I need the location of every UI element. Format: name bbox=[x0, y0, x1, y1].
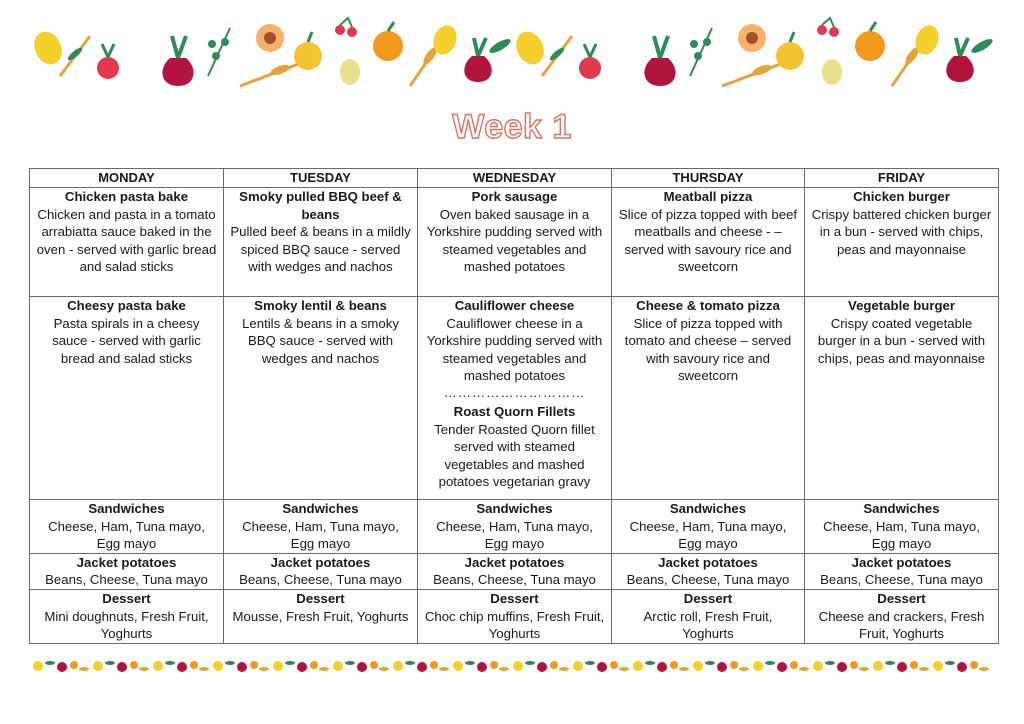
section-title: Dessert bbox=[102, 590, 151, 606]
pear-icon bbox=[340, 59, 360, 85]
dish-description: Crispy battered chicken burger in a bun - served with chips, peas and mayonnaise bbox=[811, 206, 992, 257]
dish-name: Chicken burger bbox=[853, 189, 950, 204]
dish-name: Meatball pizza bbox=[663, 189, 753, 204]
fruit-vegetable-motif bbox=[30, 18, 512, 86]
section-title: Jacket potatoes bbox=[76, 554, 177, 570]
dessert-options: Mousse, Fresh Fruit, Yoghurts bbox=[232, 608, 409, 624]
dish-name: Smoky pulled BBQ beef & beans bbox=[239, 189, 402, 222]
jacket-potato-fillings: Beans, Cheese, Tuna mayo bbox=[626, 572, 790, 588]
jacket-potato-fillings: Beans, Cheese, Tuna mayo bbox=[433, 572, 596, 588]
dish-description: Slice of pizza topped with beef meatballs and cheese - – served with savoury rice and sweetcorn bbox=[618, 206, 798, 275]
jacket-potatoes-row bbox=[30, 553, 999, 589]
mini-wheat-icon bbox=[79, 667, 89, 671]
beetroot-icon bbox=[464, 38, 491, 82]
section-title: Sandwiches bbox=[669, 501, 747, 516]
main-meal-row-1 bbox=[30, 188, 999, 297]
leaf-sprig-icon bbox=[60, 36, 90, 76]
fruit-vegetable-top-border bbox=[30, 16, 994, 94]
dessert-options: Cheese and crackers, Fresh Fruit, Yoghurts bbox=[818, 608, 985, 642]
meal-cell bbox=[418, 188, 612, 297]
section-title: Jacket potatoes bbox=[658, 554, 758, 570]
radish-icon bbox=[97, 44, 119, 79]
dish-description: Pasta spirals in a cheesy sauce - served with garlic bread and salad sticks bbox=[52, 315, 201, 366]
dish-name-alternative: Roast Quorn Fillets bbox=[453, 403, 576, 419]
dish-description: Slice of pizza topped with tomato and cheese – served with savoury rice and sweetcorn bbox=[624, 315, 792, 384]
jacket-potato-fillings: Beans, Cheese, Tuna mayo bbox=[820, 572, 983, 588]
cherry-icon bbox=[335, 18, 357, 37]
jacket-potato-cell bbox=[612, 553, 805, 589]
meal-cell bbox=[30, 188, 224, 297]
sandwich-options: Cheese, Ham, Tuna mayo, Egg mayo bbox=[823, 518, 980, 552]
main-meal-row-2 bbox=[30, 297, 999, 500]
dessert-cell bbox=[805, 589, 999, 643]
dish-name: Cheesy pasta bake bbox=[67, 298, 186, 313]
sandwiches-row bbox=[30, 500, 999, 554]
dessert-options: Arctic roll, Fresh Fruit, Yoghurts bbox=[643, 608, 773, 642]
page-title: Week 1 bbox=[452, 108, 572, 146]
sandwich-cell bbox=[30, 500, 224, 554]
section-title: Jacket potatoes bbox=[270, 554, 371, 570]
orange-icon bbox=[373, 22, 403, 61]
section-title: Sandwiches bbox=[282, 501, 359, 516]
day-header-thursday: THURSDAY bbox=[612, 169, 805, 188]
section-title: Dessert bbox=[683, 590, 733, 606]
sandwich-options: Cheese, Ham, Tuna mayo, Egg mayo bbox=[436, 518, 593, 552]
meal-cell bbox=[805, 297, 999, 500]
mini-orange-icon bbox=[70, 661, 78, 669]
dish-name: Vegetable burger bbox=[848, 298, 955, 313]
dish-description: Cauliflower cheese in a Yorkshire pudding served with steamed vegetables and mashed potatoes bbox=[426, 315, 603, 384]
jacket-potato-cell bbox=[224, 553, 418, 589]
dish-description-alternative: Tender Roasted Quorn fillet served with steamed vegetables and mashed potatoes vegetarian gravy bbox=[434, 421, 595, 490]
sandwich-cell bbox=[805, 500, 999, 554]
dish-name: Pork sausage bbox=[471, 189, 558, 204]
herb-sprig-icon bbox=[208, 28, 230, 76]
sandwich-cell bbox=[224, 500, 418, 554]
section-title: Dessert bbox=[490, 590, 539, 606]
dessert-options: Choc chip muffins, Fresh Fruit, Yoghurts bbox=[424, 608, 605, 642]
dish-description: Pulled beef & beans in a mildly spiced BBQ sauce - served with wedges and nachos bbox=[230, 224, 411, 275]
fruit-vegetable-bottom-border bbox=[30, 653, 994, 679]
section-title: Sandwiches bbox=[88, 501, 165, 516]
section-title: Jacket potatoes bbox=[851, 554, 952, 570]
dish-description: Lentils & beans in a smoky BBQ sauce - served with wedges and nachos bbox=[242, 315, 399, 366]
mini-beetroot-icon bbox=[57, 662, 67, 672]
peach-icon bbox=[256, 24, 284, 52]
dessert-cell bbox=[224, 589, 418, 643]
dish-description: Oven baked sausage in a Yorkshire pudding served with steamed vegetables and mashed potatoes bbox=[426, 206, 603, 275]
sandwich-options: Cheese, Ham, Tuna mayo, Egg mayo bbox=[242, 518, 399, 552]
weekly-menu-table bbox=[29, 168, 999, 644]
sandwich-options: Cheese, Ham, Tuna mayo, Egg mayo bbox=[629, 518, 787, 552]
day-header-row bbox=[30, 169, 999, 188]
meal-cell bbox=[418, 297, 612, 500]
dish-name: Cauliflower cheese bbox=[454, 298, 575, 313]
jacket-potato-cell bbox=[418, 553, 612, 589]
dish-name: Smoky lentil & beans bbox=[254, 298, 387, 313]
dotted-separator: ………………………… bbox=[443, 384, 586, 400]
section-title: Dessert bbox=[296, 590, 345, 606]
meal-cell bbox=[612, 297, 805, 500]
dish-name: Cheese & tomato pizza bbox=[636, 298, 780, 313]
section-title: Jacket potatoes bbox=[464, 554, 565, 570]
day-header-tuesday: TUESDAY bbox=[224, 169, 418, 188]
day-header-wednesday: WEDNESDAY bbox=[418, 169, 612, 188]
sandwich-cell bbox=[612, 500, 805, 554]
dessert-row bbox=[30, 589, 999, 643]
jacket-potato-cell bbox=[30, 553, 224, 589]
jacket-potato-cell bbox=[805, 553, 999, 589]
day-header-monday: MONDAY bbox=[30, 169, 224, 188]
sandwich-options: Cheese, Ham, Tuna mayo, Egg mayo bbox=[48, 518, 205, 552]
leaf-sprig-icon bbox=[488, 37, 513, 56]
dessert-cell bbox=[418, 589, 612, 643]
meal-cell bbox=[224, 297, 418, 500]
dessert-cell bbox=[30, 589, 224, 643]
day-header-friday: FRIDAY bbox=[805, 169, 999, 188]
mini-leaf-icon bbox=[45, 661, 55, 665]
jacket-potato-fillings: Beans, Cheese, Tuna mayo bbox=[45, 572, 208, 588]
section-title: Dessert bbox=[877, 590, 926, 606]
section-title: Sandwiches bbox=[863, 501, 940, 516]
beetroot-icon bbox=[162, 36, 193, 86]
sandwich-cell bbox=[418, 500, 612, 554]
dish-name: Chicken pasta bake bbox=[64, 189, 189, 204]
dish-description: Crispy coated vegetable burger in a bun - served with chips, peas and mayonnaise bbox=[817, 315, 986, 366]
mini-lemon-icon bbox=[33, 661, 43, 671]
dish-description: Chicken and pasta in a tomato arrabiatta sauce baked in the oven - served with garlic bread and salad sticks bbox=[36, 206, 217, 275]
meal-cell bbox=[612, 188, 805, 297]
apple-icon bbox=[294, 32, 322, 70]
jacket-potato-fillings: Beans, Cheese, Tuna mayo bbox=[239, 572, 402, 588]
meal-cell bbox=[224, 188, 418, 297]
lemon-icon bbox=[30, 27, 67, 69]
dessert-options: Mini doughnuts, Fresh Fruit, Yoghurts bbox=[44, 608, 209, 642]
dessert-cell bbox=[612, 589, 805, 643]
mini-fruit-motif bbox=[33, 661, 89, 672]
section-title: Sandwiches bbox=[476, 501, 553, 516]
meal-cell bbox=[30, 297, 224, 500]
meal-cell bbox=[805, 188, 999, 297]
